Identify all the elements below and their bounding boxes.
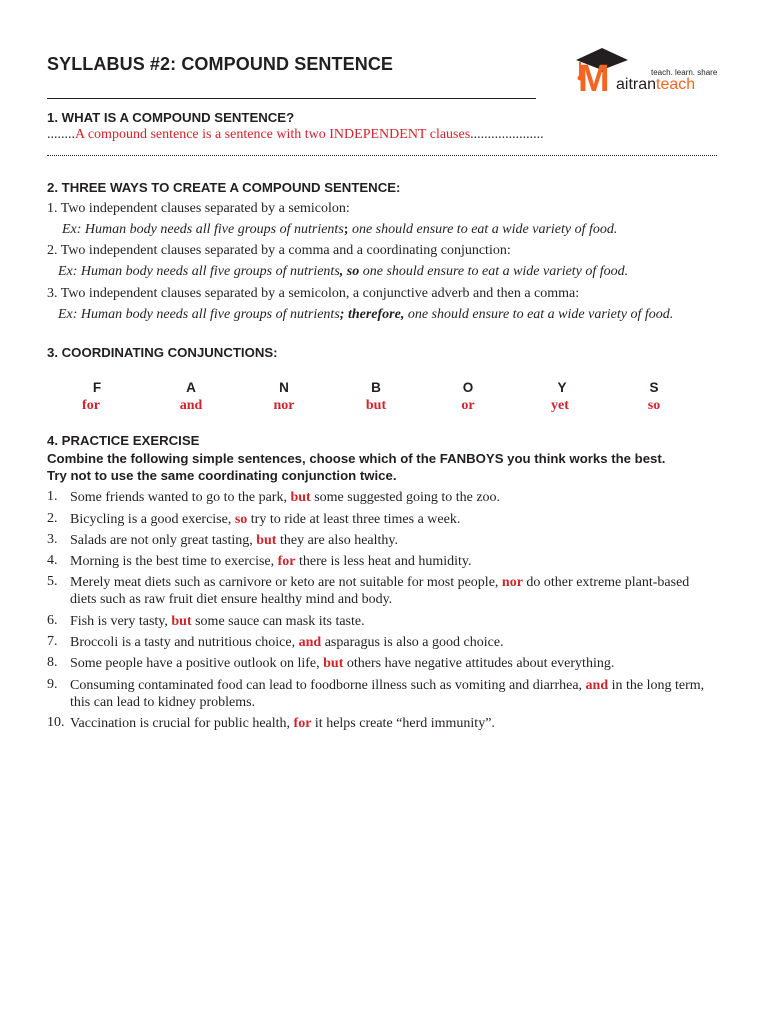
exercise-item	[70, 532, 720, 549]
item-number: 4.	[47, 553, 58, 568]
way-1-label: 1. Two independent clauses separated by a semicolon:	[47, 201, 350, 216]
exercise-item	[70, 574, 710, 608]
fanboys-word: so	[647, 398, 661, 413]
item-conjunction: and	[298, 635, 322, 650]
exercise-instruction-1: Combine the following simple sentences, choose which of the FANBOYS you think works the best.	[47, 451, 666, 466]
fanboys-word: nor	[273, 398, 295, 413]
item-clause-b: do other extreme plant-based diets such as raw fruit diet ensure healthy mind and body.	[70, 575, 690, 607]
exercise-item	[70, 511, 720, 528]
item-conjunction: and	[585, 678, 609, 693]
item-conjunction: but	[290, 490, 311, 505]
exercise-item	[70, 553, 720, 570]
example-punctuation: ;	[343, 222, 349, 237]
item-clause-b: it helps create “herd immunity”.	[311, 716, 495, 731]
item-number: 8.	[47, 655, 58, 670]
item-conjunction: but	[171, 614, 192, 629]
item-clause-b: asparagus is also a good choice.	[321, 635, 504, 650]
item-clause-b: in the long term, this can lead to kidney problems.	[70, 678, 705, 710]
fanboys-word: for	[82, 398, 100, 413]
example-part-b: one should ensure to eat a wide variety of food.	[348, 222, 618, 237]
item-number: 7.	[47, 634, 58, 649]
item-clause-a: Consuming contaminated food can lead to foodborne illness such as vomiting and diarrhea,	[70, 678, 586, 693]
fanboys-word: and	[179, 398, 203, 413]
item-number: 10.	[47, 715, 65, 730]
exercise-item	[70, 677, 715, 711]
item-number: 6.	[47, 613, 58, 628]
fanboys-letter: Y	[557, 380, 567, 395]
example-punctuation: ; therefore,	[339, 307, 405, 322]
section2-heading: 2. THREE WAYS TO CREATE A COMPOUND SENTENCE:	[47, 180, 401, 195]
item-conjunction: but	[256, 533, 277, 548]
lead-dots: ........	[47, 127, 75, 142]
section1-heading: 1. WHAT IS A COMPOUND SENTENCE?	[47, 110, 295, 125]
item-clause-a: Some friends wanted to go to the park,	[70, 490, 291, 505]
logo-mark-letter: M	[578, 58, 608, 100]
example-part-a: Ex: Human body needs all five groups of nutrients	[58, 307, 340, 322]
logo-name-part1: aitran	[616, 76, 657, 93]
title-divider	[47, 98, 536, 99]
way-1-example	[62, 222, 617, 238]
section4-heading: 4. PRACTICE EXERCISE	[47, 433, 200, 448]
fanboys-word: or	[461, 398, 475, 413]
item-conjunction: so	[234, 512, 248, 527]
item-conjunction: nor	[501, 575, 523, 590]
page-title: SYLLABUS #2: COMPOUND SENTENCE	[47, 54, 394, 74]
exercise-item	[70, 655, 720, 672]
logo-tagline: teach. learn. share	[651, 68, 718, 77]
compound-definition: A compound sentence is a sentence with two INDEPENDENT clauses	[75, 127, 471, 142]
example-part-b: one should ensure to eat a wide variety of food.	[404, 307, 674, 322]
exercise-instruction-2: Try not to use the same coordinating conjunction twice.	[47, 468, 397, 483]
item-clause-a: Some people have a positive outlook on life,	[70, 656, 324, 671]
item-clause-b: some suggested going to the zoo.	[310, 490, 501, 505]
section1-answer-line	[47, 127, 544, 143]
exercise-item	[70, 634, 720, 651]
example-part-b: one should ensure to eat a wide variety of food.	[359, 264, 629, 279]
item-number: 1.	[47, 489, 58, 504]
example-part-a: Ex: Human body needs all five groups of nutrients	[58, 264, 340, 279]
fanboys-letter: B	[371, 380, 381, 395]
logo-name-part2: teach	[656, 76, 696, 93]
item-clause-a: Merely meat diets such as carnivore or keto are not suitable for most people,	[70, 575, 502, 590]
item-number: 9.	[47, 677, 58, 692]
fanboys-letter: S	[649, 380, 659, 395]
exercise-item	[70, 489, 720, 506]
fanboys-letter: N	[279, 380, 289, 395]
item-clause-b: some sauce can mask its taste.	[191, 614, 365, 629]
item-clause-a: Bicycling is a good exercise,	[70, 512, 235, 527]
item-clause-a: Vaccination is crucial for public health,	[70, 716, 294, 731]
item-number: 5.	[47, 574, 58, 589]
trail-dots: .....................	[470, 127, 544, 142]
item-conjunction: for	[277, 554, 296, 569]
item-clause-b: there is less heat and humidity.	[295, 554, 472, 569]
fanboys-word: but	[365, 398, 387, 413]
item-clause-a: Morning is the best time to exercise,	[70, 554, 278, 569]
exercise-item	[70, 613, 720, 630]
example-part-a: Ex: Human body needs all five groups of nutrients	[62, 222, 344, 237]
item-clause-a: Salads are not only great tasting,	[70, 533, 257, 548]
way-3-example	[58, 307, 673, 323]
fanboys-letter: O	[462, 380, 474, 395]
maitranteach-logo	[572, 46, 722, 98]
fanboys-letter: A	[186, 380, 196, 395]
way-2-example	[58, 264, 628, 280]
way-3-label: 3. Two independent clauses separated by a semicolon, a conjunctive adverb and then a comma:	[47, 286, 580, 301]
fanboys-letter: F	[92, 380, 102, 395]
example-punctuation: , so	[339, 264, 360, 279]
section3-heading: 3. COORDINATING CONJUNCTIONS:	[47, 345, 278, 360]
item-clause-a: Broccoli is a tasty and nutritious choice,	[70, 635, 299, 650]
item-clause-b: others have negative attitudes about everything.	[343, 656, 615, 671]
dotted-answer-line	[47, 155, 717, 156]
item-clause-b: they are also healthy.	[276, 533, 399, 548]
item-clause-a: Fish is very tasty,	[70, 614, 172, 629]
item-number: 2.	[47, 511, 58, 526]
item-conjunction: for	[293, 716, 312, 731]
item-clause-b: try to ride at least three times a week.	[247, 512, 461, 527]
fanboys-word: yet	[551, 398, 569, 413]
item-conjunction: but	[323, 656, 344, 671]
way-2-label: 2. Two independent clauses separated by a comma and a coordinating conjunction:	[47, 243, 511, 258]
item-number: 3.	[47, 532, 58, 547]
logo-name	[616, 76, 695, 94]
exercise-item	[70, 715, 720, 732]
